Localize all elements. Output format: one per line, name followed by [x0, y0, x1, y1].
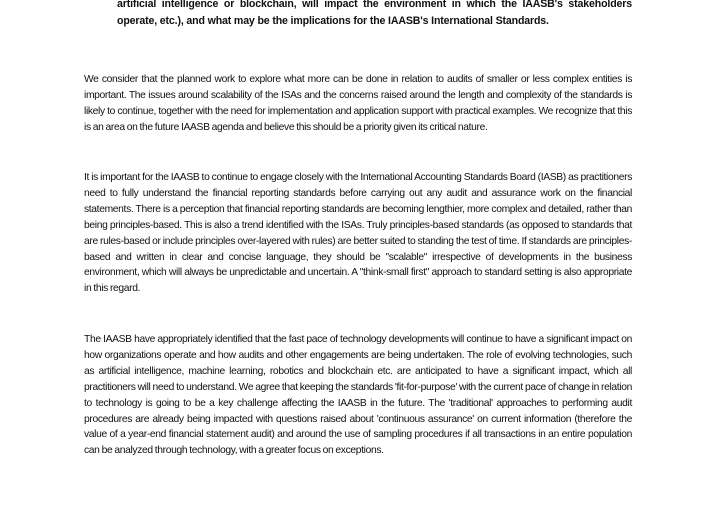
intro-bold-text: artificial intelligence or blockchain, will impact the environment in which the IAASB's stakeholders operate, etc.), and what may be the implications for the IAASB's International Standards.	[117, 0, 632, 27]
paragraph-technology: The IAASB have appropriately identified that the fast pace of technology developments will continue to have a significant impact on how organizations operate and how audits and other engagements are being undertaken. The role of evolving technologies, such as artificial intelligence, machine learning, robotics and blockchain etc. are anticipated to have a significant impact, which all practitioners will need to understand. We agree that keeping the standards 'fit-for-purpose' with the current pace of change in relation to technology is going to be a key challenge affecting the IAASB in the future. The 'traditional' approaches to performing audit procedures are already being impacted with questions raised about 'continuous assurance' on current information (therefore the value of a year-end financial statement audit) and around the use of sampling procedures if all transactions in an entire population can be analyzed through technology, with a greater focus on exceptions.	[84, 334, 632, 457]
paragraph-iasb-engagement: It is important for the IAASB to continue to engage closely with the International Accounting Standards Board (IASB) as practitioners need to fully understand the financial reporting standards before carrying out any audit and assurance work on the financial statements. There is a perception that financial reporting standards are becoming lengthier, more complex and detailed, rather than being principles-based. This is also a trend identified with the ISAs. Truly principles-based standards (as opposed to standards that are rules-based or include principles over-layered with rules) are better suited to standing the test of time. If standards are principles-based and written in clear and concise language, they should be "scalable" irrespective of developments in the business environment, which will always be unpredictable and uncertain. A "think-small first" approach to standard setting is also appropriate in this regard.	[84, 172, 632, 295]
paragraph-smaller-entities: We consider that the planned work to explore what more can be done in relation to audits of smaller or less complex entities is important. The issues around scalability of the ISAs and the concerns raised around the length and complexity of the standards is likely to continue, together with the need for implementation and application support with practical examples. We recognize that this is an area on the future IAASB agenda and believe this should be a priority given its critical nature.	[84, 74, 632, 133]
